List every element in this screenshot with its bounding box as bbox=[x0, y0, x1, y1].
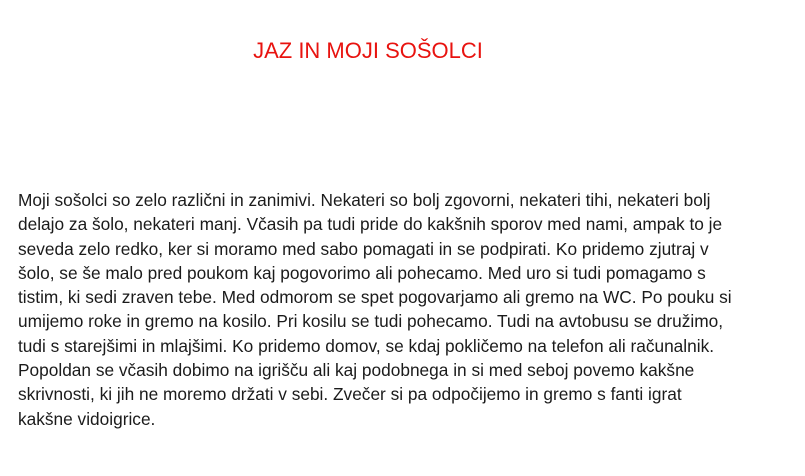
paragraph-line: Popoldan se včasih dobimo na igrišču ali kaj podobnega in si med seboj povemo kakšne bbox=[18, 360, 695, 381]
paragraph-line: tistim, ki sedi zraven tebe. Med odmorom se spet pogovarjamo ali gremo na WC. Po pouku si bbox=[18, 287, 732, 308]
paragraph-line: tudi s starejšimi in mlajšimi. Ko pridemo domov, se kdaj pokličemo na telefon ali računalnik. bbox=[18, 335, 715, 356]
paragraph-line: delajo za šolo, nekateri manj. Včasih pa tudi pride do kakšnih sporov med nami, ampak to je bbox=[18, 214, 723, 235]
paragraph-line: umijemo roke in gremo na kosilo. Pri kosilu se tudi pohecamo. Tudi na avtobusu se družimo, bbox=[18, 311, 724, 332]
document-paragraph bbox=[18, 188, 798, 431]
paragraph-line: skrivnosti, ki jih ne moremo držati v sebi. Zvečer si pa odpočijemo in gremo s fanti igrat bbox=[18, 384, 682, 405]
paragraph-line: seveda zelo redko, ker si moramo med sabo pomagati in se podpirati. Ko pridemo zjutraj v bbox=[18, 238, 709, 259]
paragraph-line: kakšne vidoigrice. bbox=[18, 408, 156, 429]
document-title: JAZ IN MOJI SOŠOLCI bbox=[253, 38, 483, 63]
paragraph-line: šolo, se še malo pred poukom kaj pogovorimo ali pohecamo. Med uro si tudi pomagamo s bbox=[18, 262, 706, 283]
paragraph-line: Moji sošolci so zelo različni in zanimivi. Nekateri so bolj zgovorni, nekateri tihi, nekateri bolj bbox=[18, 190, 711, 210]
